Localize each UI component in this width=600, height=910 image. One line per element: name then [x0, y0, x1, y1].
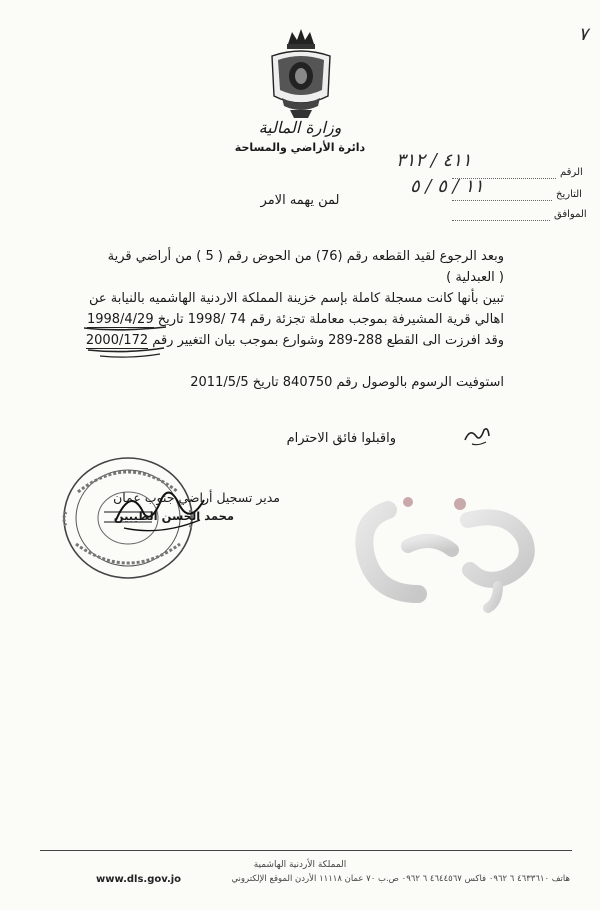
ministry-name: وزارة المالية	[258, 118, 342, 137]
closing-phrase: واقبلوا فائق الاحترام	[286, 431, 396, 446]
body-line-3: تبين بأنها كانت مسجلة كاملة بإسم خزينة المملكة الاردنية الهاشميه بالنيابة عن	[88, 291, 504, 306]
salutation: لمن يهمه الامر	[260, 193, 340, 208]
reference-date-label: التاريخ	[556, 189, 582, 200]
page-number: ٧	[578, 24, 588, 45]
royal-crest-icon	[268, 26, 334, 122]
footer-website-link[interactable]: www.dls.gov.jo	[96, 874, 182, 885]
signature-scribble	[110, 480, 210, 536]
handwritten-initial	[462, 422, 492, 448]
reference-date-line	[452, 200, 552, 201]
department-name: دائرة الأراضي والمساحة	[234, 141, 366, 154]
reference-number-label: الرقم	[560, 167, 583, 178]
footer-organization: المملكة الأردنية الهاشمية	[253, 860, 347, 870]
change-statement-number: 2000/172	[85, 333, 149, 348]
fees-line: استوفيت الرسوم بالوصول رقم 840750 تاريخ 2011/5/5	[190, 375, 504, 390]
body-line-4-text: اهالي قرية المشيرفة بموجب معاملة تجزئة رقم 74 /1998 تاريخ	[153, 312, 504, 327]
footer-contact-details: هاتف ٤٦٣٣٦١٠ ٦ ٠٩٦٢ فاكس ٤٦٤٤٥٦٧ ٦ ٠٩٦٢ ص.ب ٧٠ عمان ١١١١٨ الأردن الموقع الإلكتروني	[231, 874, 570, 884]
pen-underline-marks	[80, 324, 170, 364]
transaction-date: 1998/4/29	[86, 312, 154, 327]
signatory-name: محمد الحسن الطيبين	[113, 509, 234, 523]
watermark-logo-icon	[348, 490, 548, 614]
body-line-5-text: وقد افرزت الى القطع 288-289 وشوارع بموجب بيان التغيير رقم	[148, 333, 504, 348]
body-line-1: وبعد الرجوع لقيد القطعه رقم (76) من الحوض رقم ( 5 ) من أراضي قرية	[107, 249, 504, 264]
body-line-2: ( العبدلية )	[446, 270, 504, 285]
footer-divider	[40, 850, 572, 851]
reference-matching-label: الموافق	[554, 209, 587, 220]
reference-date-handwritten: ١١ / ٥ / ٥	[410, 176, 484, 197]
signatory-title: مدير تسجيل أراضي جنوب عمان	[113, 490, 280, 505]
reference-matching-line	[452, 220, 550, 221]
reference-number-handwritten: ٤١١ / ٣١٢	[396, 150, 472, 171]
